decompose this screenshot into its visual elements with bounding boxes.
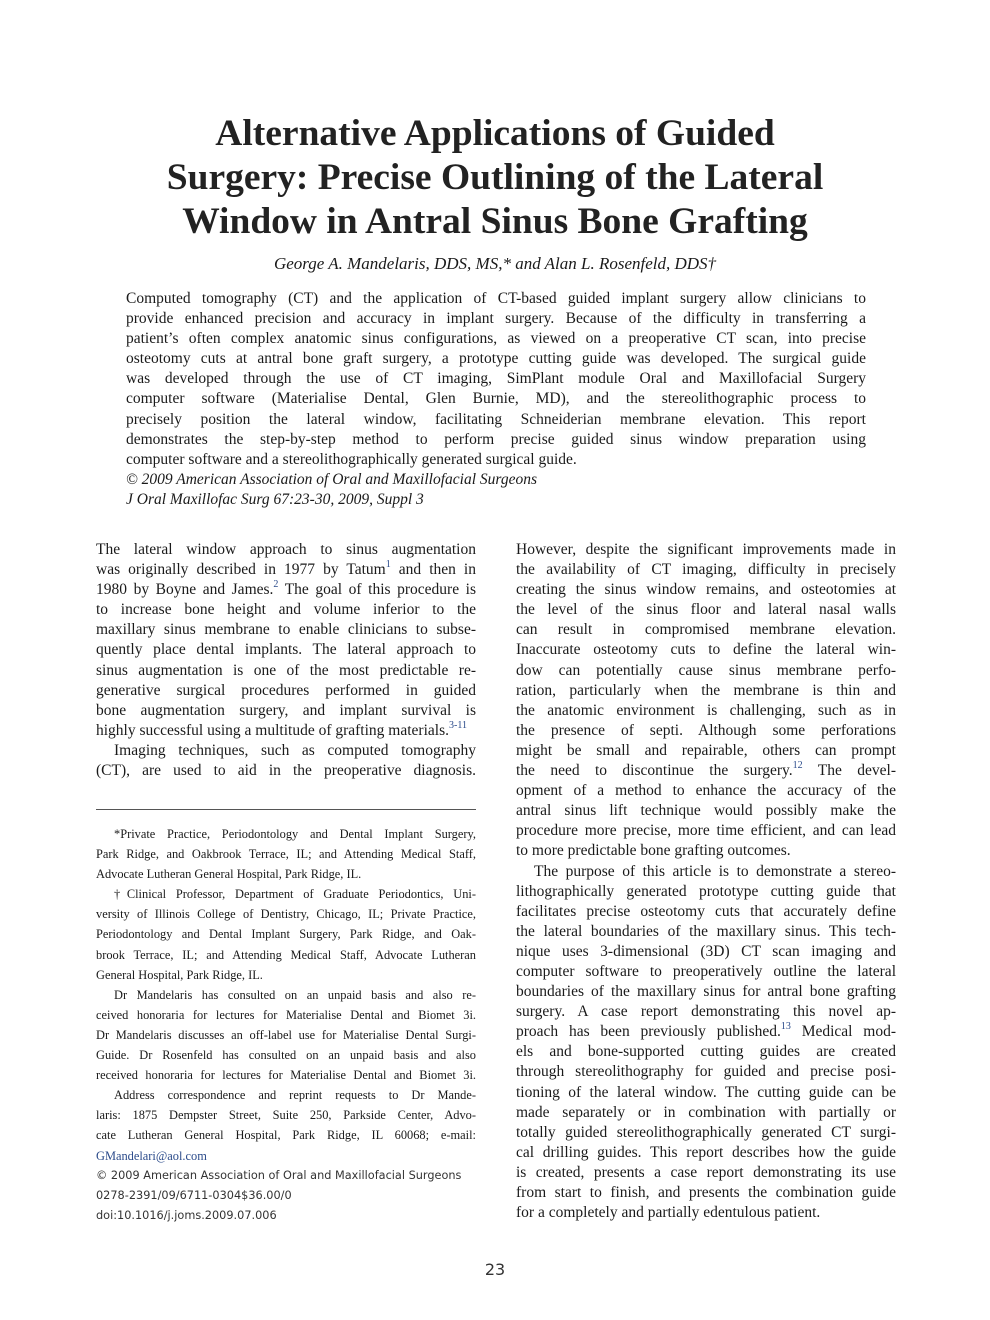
body-line: [96, 560, 476, 580]
footnote-copyright: © 2009 American Association of Oral and Maxillofacial Surgeons: [96, 1168, 462, 1182]
body-line: antral sinus lift technique would possibly make the: [516, 802, 896, 820]
abstract-line: precisely position the lateral window, facilitating Schneiderian membrane elevation. This report: [126, 410, 866, 428]
footnote-line: laris: 1875 Dempster Street, Suite 250, Parkside Center, Advo-: [96, 1108, 476, 1123]
body-line: Inaccurate osteotomy cuts to define the lateral win-: [516, 641, 896, 659]
body-line: [516, 1022, 896, 1042]
body-line: els and bone-supported cutting guides are created: [516, 1043, 896, 1061]
body-line: cal drilling guides. This report describes how the guide: [516, 1143, 896, 1161]
body-line: can result in compromised membrane elevation.: [516, 621, 896, 639]
body-line: [516, 761, 896, 781]
doi: doi:10.1016/j.joms.2009.07.006: [96, 1208, 277, 1222]
body-line: Imaging techniques, such as computed tomography: [114, 741, 476, 759]
body-text: The goal of this procedure is: [278, 581, 476, 599]
footnote-line: versity of Illinois College of Dentistry, Chicago, IL; Private Practice,: [96, 907, 476, 922]
body-line: nique uses 3-dimensional (3D) CT scan imaging and: [516, 942, 896, 960]
footnote-line: Advocate Lutheran General Hospital, Park Ridge, IL.: [96, 867, 362, 882]
footnote-line: *Private Practice, Periodontology and Dental Implant Surgery,: [114, 827, 476, 841]
footnote-line: Park Ridge, and Oakbrook Terrace, IL; and Attending Medical Staff,: [96, 847, 476, 862]
issn: 0278-2391/09/6711-0304$36.00/0: [96, 1188, 292, 1202]
body-line: The lateral window approach to sinus augmentation: [96, 541, 476, 558]
body-line: [96, 721, 476, 741]
body-text: and then in: [390, 561, 476, 579]
footnote-line: Dr Mandelaris has consulted on an unpaid basis and also re-: [114, 987, 476, 1002]
body-line: to increase bone height and volume inferior to the: [96, 601, 476, 619]
reference-link[interactable]: 13: [780, 1022, 791, 1033]
body-line: surgery. A case report demonstrating this novel ap-: [516, 1003, 896, 1021]
body-line: bone augmentation surgery, and implant survival is: [96, 701, 476, 719]
abstract-line: Computed tomography (CT) and the application of CT-based guided implant surgery allow clinicians to: [126, 290, 866, 307]
body-line: tioning of the lateral window. The cutting guide can be: [516, 1083, 896, 1101]
body-line: boundaries of the maxillary sinus for antral bone grafting: [516, 983, 896, 1001]
footnote-line: Guide. Dr Rosenfeld has consulted on an unpaid basis and also: [96, 1048, 476, 1063]
body-line: The purpose of this article is to demonstrate a stereo-: [534, 862, 896, 880]
abstract-line: computer software and a stereolithographically generated surgical guide.: [126, 450, 577, 468]
body-text: highly successful using a multitude of grafting materials.: [96, 721, 449, 739]
journal-citation: J Oral Maxillofac Surg 67:23-30, 2009, Suppl 3: [126, 490, 424, 508]
footnote-line: [96, 1146, 476, 1166]
body-line: totally guided stereolithographically generated CT surgi-: [516, 1123, 896, 1141]
article-title: [95, 112, 895, 244]
body-text: 1980 by Boyne and James.: [96, 581, 274, 599]
body-line: the anatomic environment is challenging, such as in: [516, 701, 896, 719]
body-line: made separately or in combination with partially or: [516, 1103, 896, 1121]
abstract-line: was developed through the use of CT imaging, SimPlant module Oral and Maxillofacial Surgery: [126, 370, 866, 388]
body-line: [96, 580, 476, 600]
title-line: Surgery: Precise Outlining of the Lateral: [166, 157, 824, 198]
body-line: lithographically generated prototype cutting guide that: [516, 882, 896, 900]
body-line: for a completely and partially edentulous patient.: [516, 1204, 821, 1222]
body-line: sinus augmentation is one of the most predictable re-: [96, 661, 476, 679]
abstract-line: patient’s often complex anatomic sinus configurations, as viewed on a preoperative CT scan, into precise: [126, 330, 866, 348]
abstract: [126, 289, 866, 510]
body-line: computer software to preoperatively outline the lateral: [516, 962, 896, 980]
footnote-line: †Clinical Professor, Department of Graduate Periodontics, Uni-: [114, 887, 476, 902]
email-link[interactable]: GMandelari@aol.com: [96, 1148, 207, 1163]
body-line: generative surgical procedures performed in guided: [96, 681, 476, 699]
abstract-line: demonstrates the step-by-step method to perform precise guided sinus window preparation using: [126, 430, 866, 448]
footnote-line: General Hospital, Park Ridge, IL.: [96, 967, 263, 982]
body-line: opment of a method to enhance the accuracy of the: [516, 782, 896, 800]
body-line: the level of the sinus floor and lateral nasal walls: [516, 601, 896, 619]
abstract-line: computer software (Materialise Dental, Glen Burnie, MD), and the stereolithographic process to: [126, 390, 866, 408]
body-line: might be small and repairable, others can prompt: [516, 741, 896, 759]
body-line: facilitates precise osteotomy cuts that accurately define: [516, 902, 896, 920]
abstract-line: provide enhanced precision and accuracy in implant surgery. Because of the difficulty in transferring a: [126, 310, 866, 328]
body-line: (CT), are used to aid in the preoperative diagnosis.: [96, 762, 476, 780]
body-line: through stereolithography for guided and precise posi-: [516, 1063, 896, 1081]
abstract-line: osteotomy cuts at antral bone graft surgery, a prototype cutting guide was developed. The surgical guide: [126, 350, 866, 368]
footnote-line: ceived honoraria for lectures for Materialise Dental and Biomet 3i.: [96, 1007, 476, 1022]
footnote-line: Periodontology and Dental Implant Surgery, Park Ridge, and Oak-: [96, 927, 476, 942]
body-text: proach has been previously published.: [516, 1023, 781, 1041]
body-line: ration, particularly when the membrane is thin and: [516, 681, 896, 699]
footnote-line: Address correspondence and reprint requests to Dr Mande-: [114, 1088, 476, 1103]
footnote-divider: [96, 809, 476, 810]
title-line: Alternative Applications of Guided: [215, 113, 775, 154]
footnote-line: received honoraria for lectures for Materialise Dental and Biomet 3i.: [96, 1068, 476, 1083]
body-line: the presence of septi. Although some perforations: [516, 721, 896, 739]
reference-link[interactable]: 12: [792, 761, 803, 772]
body-line: the lateral boundaries of the maxillary sinus. This tech-: [516, 922, 896, 940]
footnotes: [96, 824, 476, 1226]
footnote-line: brook Terrace, IL; and Attending Medical Staff, Advocate Lutheran: [96, 947, 476, 962]
footnote-line: Dr Mandelaris discusses an off-label use for Materialise Dental Surgi-: [96, 1027, 476, 1042]
body-line: maxillary sinus membrane to enable clinicians to subse-: [96, 621, 476, 639]
body-line: However, despite the significant improvements made in: [516, 541, 896, 558]
body-line: the availability of CT imaging, difficulty in precisely: [516, 561, 896, 579]
body-line: to more predictable bone grafting outcomes.: [516, 842, 791, 860]
body-line: creating the sinus window remains, and osteotomies at: [516, 581, 896, 599]
body-line: procedure more precise, more time efficient, and can lead: [516, 822, 896, 840]
body-text: The devel-: [802, 762, 896, 780]
right-column: [516, 540, 896, 1223]
reference-link[interactable]: 2: [273, 580, 279, 591]
body-line: from start to finish, and presents the combination guide: [516, 1184, 896, 1201]
footnote-line: cate Lutheran General Hospital, Park Ridge, IL 60068; e-mail:: [96, 1128, 476, 1143]
left-column: [96, 540, 476, 781]
author-list: George A. Mandelaris, DDS, MS,* and Alan L. Rosenfeld, DDS†: [273, 254, 717, 273]
body-text: was originally described in 1977 by Tatum: [96, 561, 386, 579]
page-number: 23: [484, 1260, 506, 1279]
reference-link[interactable]: 1: [385, 560, 391, 571]
title-line: Window in Antral Sinus Bone Grafting: [182, 201, 808, 242]
body-text: Medical mod-: [790, 1023, 896, 1041]
body-line: is created, presents a case report demonstrating its use: [516, 1163, 896, 1181]
body-line: quently place dental implants. The lateral approach to: [96, 641, 476, 659]
abstract-copyright: © 2009 American Association of Oral and Maxillofacial Surgeons: [126, 470, 538, 488]
body-text: the need to discontinue the surgery.: [516, 762, 793, 780]
body-line: dow can potentially cause sinus membrane perfo-: [516, 661, 896, 679]
reference-link[interactable]: 3-11: [448, 720, 467, 731]
